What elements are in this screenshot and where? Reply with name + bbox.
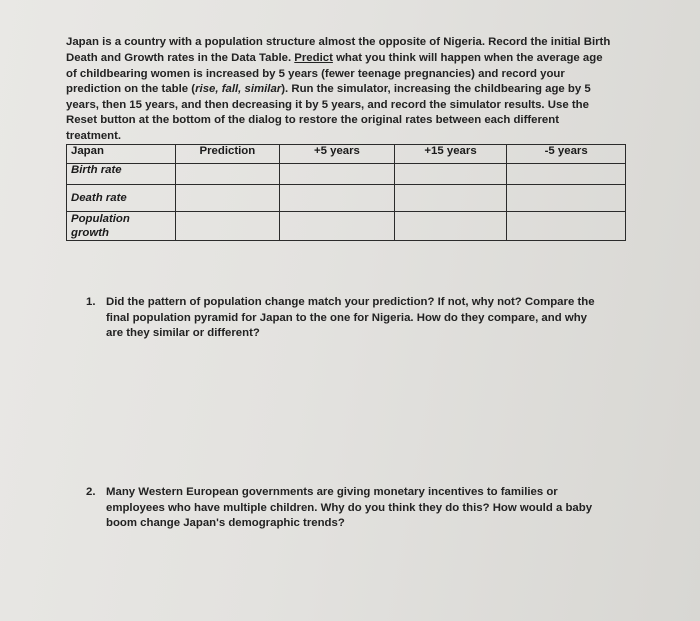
header-plus5: +5 years <box>280 145 395 164</box>
table-cell[interactable] <box>280 185 395 212</box>
row-label-death-rate: Death rate <box>67 185 176 212</box>
table-cell[interactable] <box>280 164 395 185</box>
question-text: Many Western European governments are giving monetary incentives to families or employees who have multiple children. Why do you think they do this? How would a baby boom change Japan's demographic trends? <box>106 486 593 530</box>
question-text: Did the pattern of population change match your prediction? If not, why not? Compare the final population pyramid for Japan to the one for Nigeria. How do they compare, and why are they similar or different? <box>106 296 595 340</box>
predict-word: Predict <box>294 51 333 64</box>
table-cell[interactable] <box>175 164 280 185</box>
instructions-part2: what you think will happen when the average age of childbearing women is increased by 5 years (fewer teenage pregnancies) and record your prediction on the table ( <box>66 51 603 96</box>
table-header-row <box>67 145 626 164</box>
question-number: 2. <box>86 486 96 498</box>
question-1 <box>86 295 606 355</box>
question-2 <box>86 485 606 545</box>
table-row <box>67 164 626 185</box>
table-cell[interactable] <box>507 212 626 241</box>
instructions-part1: Japan is a country with a population structure almost the opposite of Nigeria. Record the initial Birth Death and Growth rates in the Data Table. <box>66 36 611 64</box>
table-cell[interactable] <box>280 212 395 241</box>
header-country: Japan <box>67 145 176 164</box>
table-cell[interactable] <box>507 185 626 212</box>
table-cell[interactable] <box>394 185 507 212</box>
question-number: 1. <box>86 296 96 308</box>
table-row <box>67 185 626 212</box>
table-cell[interactable] <box>394 164 507 185</box>
table-cell[interactable] <box>507 164 626 185</box>
prediction-options: rise, fall, similar <box>195 83 282 96</box>
header-prediction: Prediction <box>175 145 280 164</box>
instructions-part3: ). Run the simulator, increasing the childbearing age by 5 years, then 15 years, and then decreasing it by 5 years, and record the simulator results. Use the Reset button at the bottom of the dialog to restore the original rates between each different treatment. <box>66 83 591 142</box>
table-cell[interactable] <box>175 212 280 241</box>
row-label-birth-rate: Birth rate <box>67 164 176 185</box>
instructions-paragraph <box>66 35 614 144</box>
header-minus5: -5 years <box>507 145 626 164</box>
table-cell[interactable] <box>394 212 507 241</box>
table-row <box>67 212 626 241</box>
data-table <box>66 144 626 241</box>
header-plus15: +15 years <box>394 145 507 164</box>
table-cell[interactable] <box>175 185 280 212</box>
row-label-population-growth: Population growth <box>67 212 176 241</box>
